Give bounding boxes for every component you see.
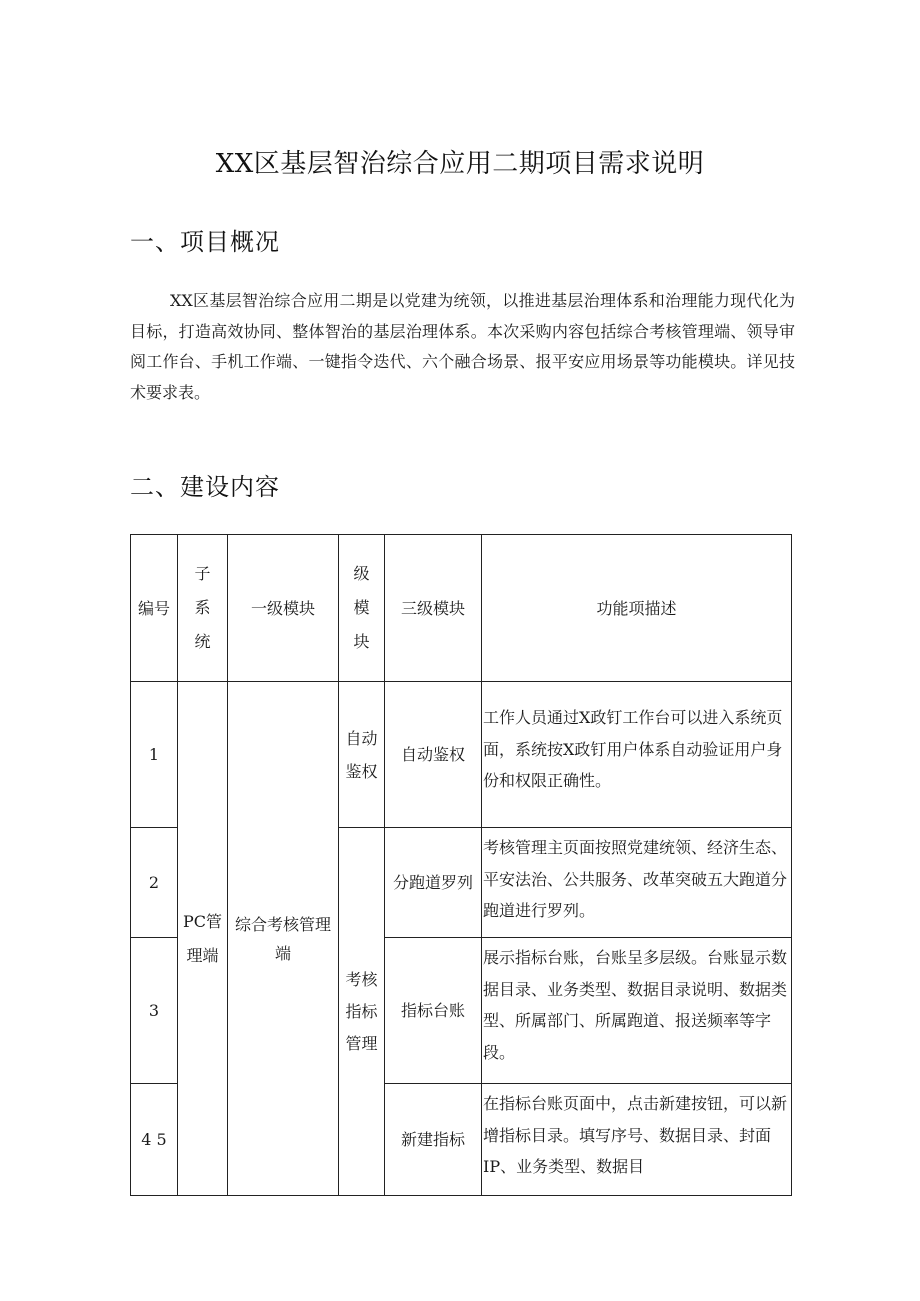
row-level3: 指标台账	[385, 938, 482, 1084]
table-header-row	[131, 535, 792, 682]
row-desc: 工作人员通过X政钉工作台可以进入系统页面，系统按X政钉用户体系自动验证用户身份和权限正确性。	[482, 682, 792, 828]
header-level2: 级模块	[339, 535, 385, 682]
overview-paragraph: XX区基层智治综合应用二期是以党建为统领，以推进基层治理体系和治理能力现代化为目标，打造高效协同、整体智治的基层治理体系。本次采购内容包括综合考核管理端、领导审阅工作台、手机工作端、一键指令迭代、六个融合场景、报平安应用场景等功能模块。详见技术要求表。	[130, 291, 795, 402]
header-no: 编号	[131, 535, 178, 682]
row-no: 3	[131, 938, 178, 1084]
section-heading-construction: 二、建设内容	[130, 473, 280, 501]
row-level2: 自动鉴权	[339, 682, 385, 828]
row-desc: 展示指标台账，台账呈多层级。台账显示数据目录、业务类型、数据目录说明、数据类型、所属部门、所属跑道、报送频率等字段。	[482, 938, 792, 1084]
row-no: 2	[131, 828, 178, 938]
requirements-table	[130, 534, 792, 1196]
row-level3: 分跑道罗列	[385, 828, 482, 938]
header-subsystem: 子系统	[178, 535, 228, 682]
document-title: XX区基层智治综合应用二期项目需求说明	[215, 149, 705, 179]
row-desc: 在指标台账页面中，点击新建按钮，可以新增指标目录。填写序号、数据目录、封面IP、业务类型、数据目	[482, 1084, 792, 1196]
level2-group-cell: 考核指标管理	[339, 828, 385, 1196]
header-level1: 一级模块	[228, 535, 339, 682]
row-no: 1	[131, 682, 178, 828]
table-row	[131, 682, 792, 828]
level1-cell: 综合考核管理端	[228, 682, 339, 1196]
section-heading-overview: 一、项目概况	[130, 228, 280, 256]
row-level3: 自动鉴权	[385, 682, 482, 828]
subsystem-cell: PC管理端	[178, 682, 228, 1196]
row-level3: 新建指标	[385, 1084, 482, 1196]
header-level3: 三级模块	[385, 535, 482, 682]
row-no: 4 5	[131, 1084, 178, 1196]
row-desc: 考核管理主页面按照党建统领、经济生态、平安法治、公共服务、改革突破五大跑道分跑道进行罗列。	[482, 828, 792, 938]
header-desc: 功能项描述	[482, 535, 792, 682]
